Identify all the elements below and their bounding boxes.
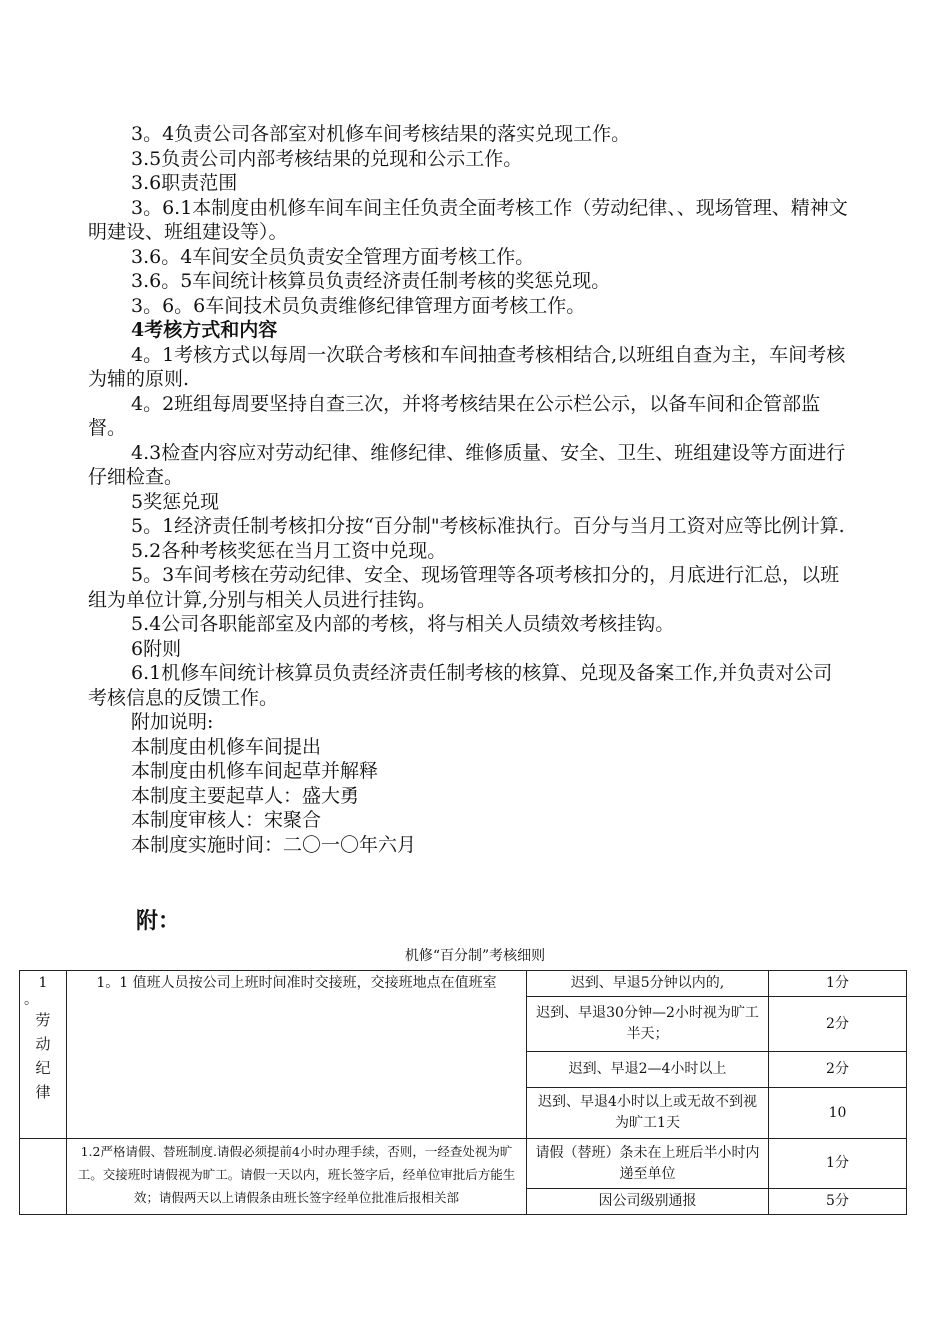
paragraph: 3.5负责公司内部考核结果的兑现和公示工作。 <box>131 147 523 170</box>
paragraph: 3。4负责公司各部室对机修车间考核结果的落实兑现工作。 <box>131 123 631 145</box>
section-heading: 4考核方式和内容 <box>131 319 278 341</box>
table-caption: 机修“百分制”考核细则 <box>404 948 546 964</box>
score-cell: 2分 <box>769 997 907 1052</box>
paragraph: 4。1考核方式以每周一次联合考核和车间抽查考核相结合,以班组自查为主，车间考核为辅的原则. <box>88 343 846 390</box>
scoring-rules-table <box>19 970 907 1215</box>
score-cell: 10 <box>769 1088 907 1139</box>
item-cell: 迟到、早退2—4小时以上 <box>527 1052 769 1088</box>
paragraph: 5.4公司各职能部室及内部的考核，将与相关人员绩效考核挂钩。 <box>131 613 675 635</box>
score-cell: 1分 <box>769 1139 907 1189</box>
appendix-label: 附： <box>136 908 181 934</box>
clause-cell: 1.2严格请假、替班制度.请假必须提前4小时办理手续，否则，一经查处视为旷工。交接班时请假视为旷工。请假一天以内，班长签字后，经单位审批后方能生效；请假两天以上请假条由班长签字经单位批准后报相关部 <box>67 1139 527 1215</box>
section-heading: 6附则 <box>131 637 182 660</box>
note-label: 附加说明: <box>131 711 214 733</box>
item-cell: 请假（替班）条未在上班后半小时内递至单位 <box>527 1139 769 1189</box>
item-cell: 迟到、早退4小时以上或无故不到视为旷工1天 <box>527 1088 769 1139</box>
note-line: 本制度由机修车间提出 <box>131 735 322 758</box>
table-row <box>20 1139 907 1189</box>
score-cell: 1分 <box>769 971 907 997</box>
category-cell-empty <box>20 1139 67 1215</box>
table-row <box>20 971 907 997</box>
note-line: 本制度由机修车间起草并解释 <box>131 760 379 782</box>
paragraph: 3。6.1本制度由机修车间车间主任负责全面考核工作（劳动纪律、、现场管理、精神文明建设、班组建设等）。 <box>88 196 848 243</box>
score-cell: 5分 <box>769 1189 907 1215</box>
note-line: 本制度实施时间：二〇一〇年六月 <box>131 833 417 856</box>
note-line: 本制度审核人：宋聚合 <box>131 809 322 831</box>
paragraph: 6.1机修车间统计核算员负责经济责任制考核的核算、兑现及备案工作,并负责对公司考核信息的反馈工作。 <box>88 662 833 709</box>
paragraph: 5.2各种考核奖惩在当月工资中兑现。 <box>131 539 447 562</box>
item-cell: 迟到、早退30分钟—2小时视为旷工半天； <box>527 997 769 1052</box>
item-cell: 因公司级别通报 <box>527 1189 769 1215</box>
body-text <box>88 122 848 857</box>
paragraph: 4.3检查内容应对劳动纪律、维修纪律、维修质量、安全、卫生、班组建设等方面进行仔细检查。 <box>88 441 846 488</box>
paragraph: 3。6。6车间技术员负责维修纪律管理方面考核工作。 <box>131 294 586 317</box>
paragraph: 3.6。4车间安全员负责安全管理方面考核工作。 <box>131 245 535 268</box>
item-cell: 迟到、早退5分钟以内的, <box>527 971 769 997</box>
paragraph: 3.6。5车间统计核算员负责经济责任制考核的奖惩兑现。 <box>131 270 611 292</box>
paragraph: 5。1经济责任制考核扣分按“百分制"考核标准执行。百分与当月工资对应等比例计算. <box>131 515 845 537</box>
category-dot: 。 <box>24 992 38 1008</box>
clause-cell: 1。1 值班人员按公司上班时间准时交接班，交接班地点在值班室 <box>67 971 527 1139</box>
category-name: 劳动纪律 <box>35 1011 51 1101</box>
section-heading: 5奖惩兑现 <box>131 490 220 513</box>
category-number: 1 <box>38 975 48 991</box>
score-cell: 2分 <box>769 1052 907 1088</box>
paragraph: 3.6职责范围 <box>131 172 238 194</box>
paragraph: 4。2班组每周要坚持自查三次，并将考核结果在公示栏公示，以备车间和企管部监督。 <box>88 392 821 439</box>
note-line: 本制度主要起草人：盛大勇 <box>131 784 360 807</box>
category-cell <box>20 971 67 1139</box>
paragraph: 5。3车间考核在劳动纪律、安全、现场管理等各项考核扣分的，月底进行汇总，以班组为单位计算,分别与相关人员进行挂钩。 <box>88 564 840 611</box>
